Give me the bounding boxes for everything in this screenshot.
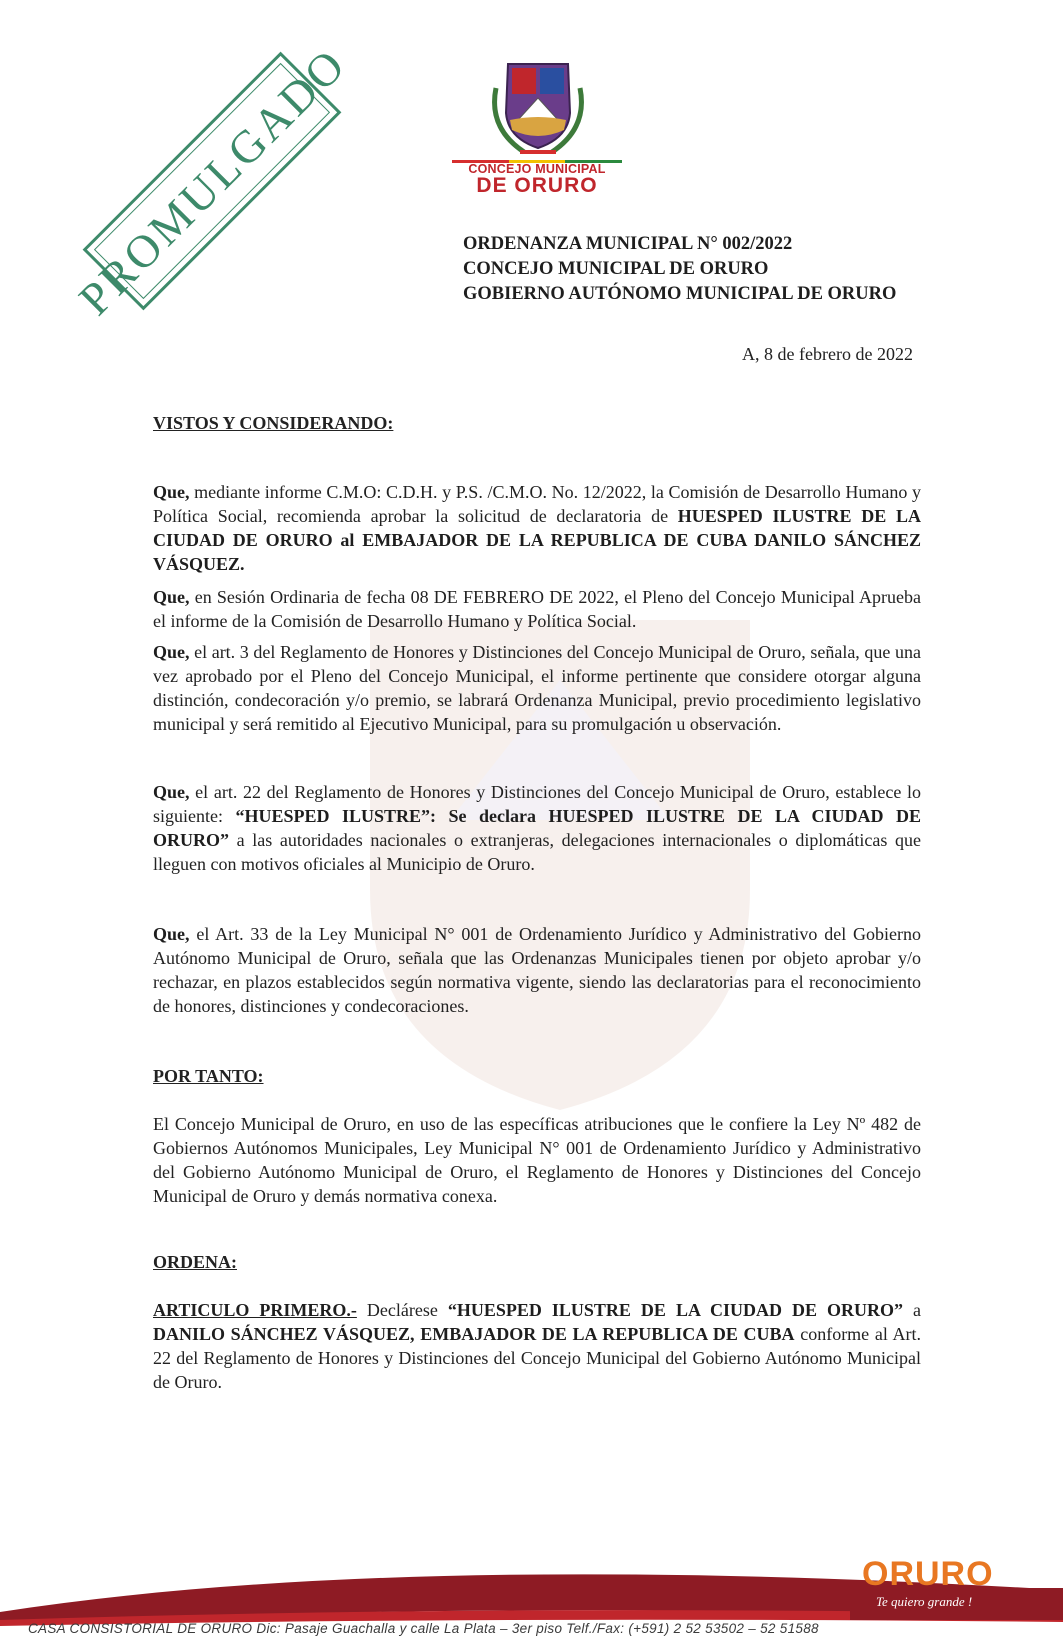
lead: Que, [153,587,190,607]
section-vistos: VISTOS Y CONSIDERANDO: [153,413,394,433]
government-name: GOBIERNO AUTÓNOMO MUNICIPAL DE ORURO [463,284,897,304]
paragraph-3: Que, el art. 3 del Reglamento de Honores y Distinciones del Concejo Municipal de Oruro, señala, que una vez aprobado por el Pleno del Concejo Municipal, el informe pertinente que considere otorgar alguna distinción, condecoración y/o premio, se labrará Ordenanza Municipal, previo procedimiento legislativo municipal y será remitido al Ejecutivo Municipal, para su promulgación u observación. [153,642,921,734]
paragraph-1: Que, mediante informe C.M.O: C.D.H. y P.S. /C.M.O. No. 12/2022, la Comisión de Desarrollo Humano y Política Social, recomienda aprobar la solicitud de declaratoria de HUESPED ILUSTRE DE LA CIUDAD DE ORURO al EMBAJADOR DE LA REPUBLICA DE CUBA DANILO SÁNCHEZ VÁSQUEZ. [153,482,921,574]
document-header [463,232,896,307]
ordinance-number: ORDENANZA MUNICIPAL N° 002/2022 [463,234,793,254]
brand-slogan: Te quiero grande ! [876,1594,973,1609]
promulgado-stamp: PROMULGADO [68,37,356,325]
logo-text-line2: DE ORURO [476,174,598,197]
lead: Que, [153,782,190,802]
article-first: ARTICULO PRIMERO.- Declárese “HUESPED ILUSTRE DE LA CIUDAD DE ORURO” a DANILO SÁNCHEZ VÁSQUEZ, EMBAJADOR DE LA REPUBLICA DE CUBA conforme al Art. 22 del Reglamento de Honores y Distinciones del Concejo Municipal del Gobierno Autónomo Municipal de Oruro. [153,1300,921,1392]
oruro-brand-logo: ORURO [862,1555,994,1593]
section-ordena: ORDENA: [153,1252,237,1272]
lead: Que, [153,924,190,944]
paragraph-2: Que, en Sesión Ordinaria de fecha 08 DE FEBRERO DE 2022, el Pleno del Concejo Municipal Aprueba el informe de la Comisión de Desarrollo Humano y Política Social. [153,587,921,631]
section-por-tanto: POR TANTO: [153,1066,264,1086]
paragraph-4: Que, el art. 22 del Reglamento de Honores y Distinciones del Concejo Municipal de Oruro, establece lo siguiente: “HUESPED ILUSTRE”: Se declara HUESPED ILUSTRE DE LA CIUDAD DE ORURO” a las autoridades nacionales o extranjeras, delegaciones internacionales o diplomáticas que lleguen con motivos oficiales al Municipio de Oruro. [153,782,921,874]
lead: Que, [153,482,190,502]
lead: Que, [153,642,190,662]
paragraph-6: El Concejo Municipal de Oruro, en uso de las específicas atribuciones que le confiere la Ley Nº 482 de Gobiernos Autónomos Municipales, Ley Municipal N° 001 de Ordenamiento Jurídico y Administrativo del Gobierno Autónomo Municipal de Oruro, el Reglamento de Honores y Distinciones del Concejo Municipal de Oruro y demás normativa conexa. [153,1114,921,1206]
council-name: CONCEJO MUNICIPAL DE ORURO [463,259,769,279]
footer-address: CASA CONSISTORIAL DE ORURO Dic: Pasaje Guachalla y calle La Plata – 3er piso Telf./Fax: (+591) 2 52 53502 – 52 51588 [28,1621,819,1636]
paragraph-5: Que, el Art. 33 de la Ley Municipal N° 001 de Ordenamiento Jurídico y Administrativo del Gobierno Autónomo Municipal de Oruro, señala que las Ordenanzas Municipales tienen por objeto aprobar y/o rechazar, en plazos establecidos según normativa vigente, siendo las declaratorias para el reconocimiento de honores, distinciones y condecoraciones. [153,924,921,1016]
document-date: A, 8 de febrero de 2022 [742,344,913,364]
article-label: ARTICULO PRIMERO.- [153,1300,357,1320]
municipal-crest-logo [478,58,598,158]
logo-text-line1: CONCEJO MUNICIPAL [468,162,606,176]
